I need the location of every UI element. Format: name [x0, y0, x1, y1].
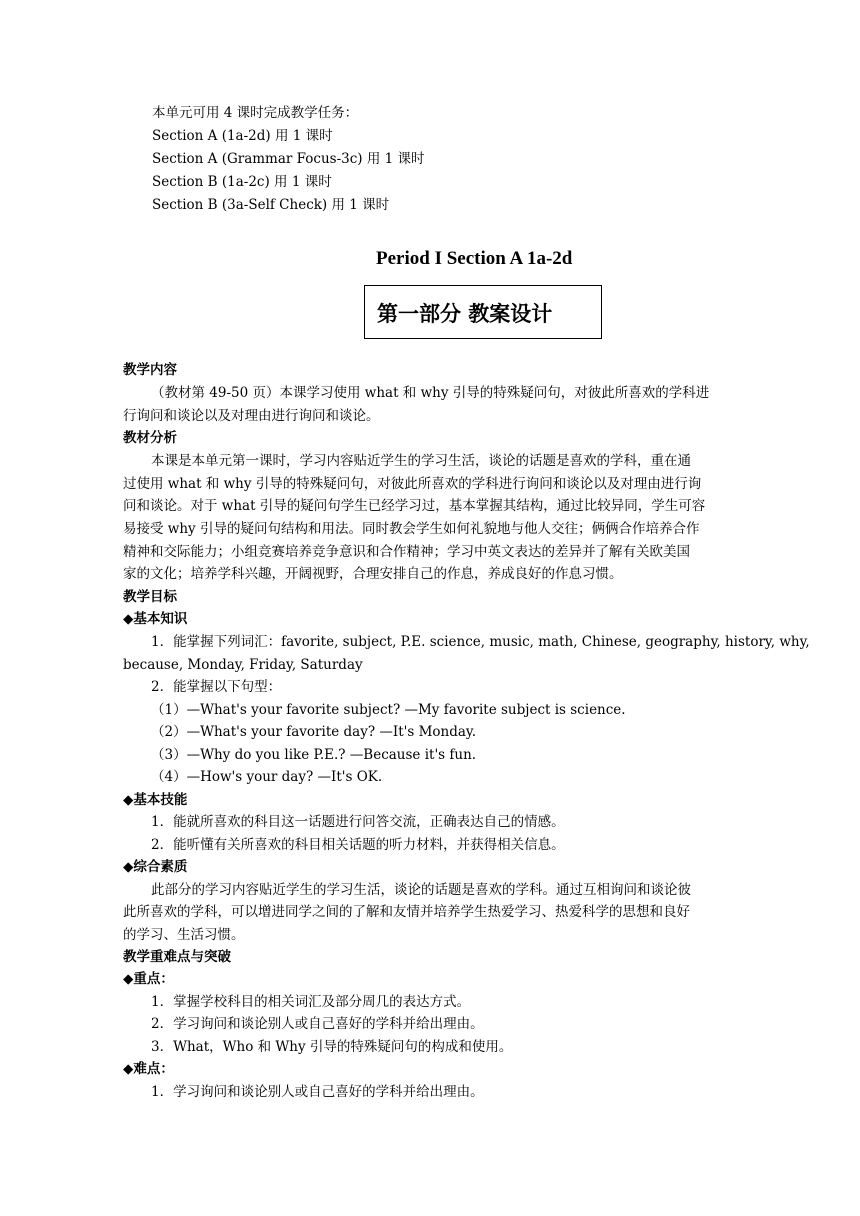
paragraph-line: 1．掌握学校科目的相关词汇及部分周几的表达方式。 — [151, 994, 471, 1010]
section-heading: 教学目标 — [123, 589, 177, 605]
paragraph-line: 2．学习询问和谈论别人或自己喜好的学科并给出理由。 — [151, 1016, 484, 1032]
paragraph-line: 本课是本单元第一课时，学习内容贴近学生的学习生活，谈论的话题是喜欢的学科，重在通 — [151, 453, 691, 469]
paragraph-line: 2．能掌握以下句型： — [151, 679, 282, 695]
intro-line: Section B (3a-Self Check) 用 1 课时 — [152, 197, 390, 213]
sentence-pattern: （3）—Why do you like P.E.? —Because it's fun. — [151, 747, 477, 763]
intro-line: 本单元可用 4 课时完成教学任务： — [152, 105, 359, 121]
intro-line: Section A (Grammar Focus-3c) 用 1 课时 — [152, 151, 425, 167]
paragraph-line: 1．能就所喜欢的科目这一话题进行问答交流，正确表达自己的情感。 — [151, 814, 565, 830]
intro-line: Section A (1a-2d) 用 1 课时 — [152, 128, 333, 144]
paragraph-line: 此部分的学习内容贴近学生的学习生活，谈论的话题是喜欢的学科。通过互相询问和谈论彼 — [151, 882, 691, 898]
paragraph-line: because, Monday, Friday, Saturday — [123, 657, 363, 673]
period-title: Period I Section A 1a-2d — [376, 248, 573, 269]
part-heading-box — [364, 285, 602, 339]
part-heading-text: 第一部分 教案设计 — [377, 302, 553, 326]
paragraph-line: 的学习、生活习惯。 — [123, 927, 245, 943]
paragraph-line: 1．学习询问和谈论别人或自己喜好的学科并给出理由。 — [151, 1084, 484, 1100]
paragraph-line: 行询问和谈论以及对理由进行询问和谈论。 — [123, 408, 380, 424]
subsection-heading: ◆难点： — [123, 1061, 174, 1077]
sentence-pattern: （2）—What's your favorite day? —It's Monday. — [151, 724, 477, 740]
paragraph-line: 过使用 what 和 why 引导的特殊疑问句，对彼此所喜欢的学科进行询问和谈论以及对理由进行询 — [123, 476, 702, 492]
paragraph-line: 此所喜欢的学科，可以增进同学之间的了解和友情并培养学生热爱学习、热爱科学的思想和良好 — [123, 904, 690, 920]
intro-line: Section B (1a-2c) 用 1 课时 — [152, 174, 332, 190]
paragraph-line: 3．What，Who 和 Why 引导的特殊疑问句的构成和使用。 — [151, 1039, 513, 1055]
subsection-heading: ◆基本技能 — [123, 792, 188, 808]
paragraph-line: 家的文化；培养学科兴趣，开阔视野，合理安排自己的作息，养成良好的作息习惯。 — [123, 566, 623, 582]
sentence-pattern: （1）—What's your favorite subject? —My favorite subject is science. — [151, 702, 626, 718]
subsection-heading: ◆综合素质 — [123, 859, 188, 875]
section-heading: 教材分析 — [123, 430, 177, 446]
section-heading: 教学重难点与突破 — [123, 949, 231, 965]
section-heading: 教学内容 — [123, 362, 177, 378]
paragraph-line: 1．能掌握下列词汇：favorite, subject, P.E. science, music, math, Chinese, geography, history, why, — [151, 634, 810, 650]
paragraph-line: 2．能听懂有关所喜欢的科目相关话题的听力材料，并获得相关信息。 — [151, 837, 565, 853]
paragraph-line: 易接受 why 引导的疑问句结构和用法。同时教会学生如何礼貌地与他人交往；俩俩合作培养合作 — [123, 521, 700, 537]
paragraph-line: 问和谈论。对于 what 引导的疑问句学生已经学习过，基本掌握其结构，通过比较异同，学生可容 — [123, 498, 706, 514]
paragraph-line: （教材第 49-50 页）本课学习使用 what 和 why 引导的特殊疑问句，对彼此所喜欢的学科进 — [151, 385, 710, 401]
sentence-pattern: （4）—How's your day? —It's OK. — [151, 769, 383, 785]
paragraph-line: 精神和交际能力；小组竞赛培养竞争意识和合作精神；学习中英文表达的差异并了解有关欧美国 — [123, 544, 690, 560]
subsection-heading: ◆基本知识 — [123, 611, 188, 627]
subsection-heading: ◆重点： — [123, 971, 174, 987]
